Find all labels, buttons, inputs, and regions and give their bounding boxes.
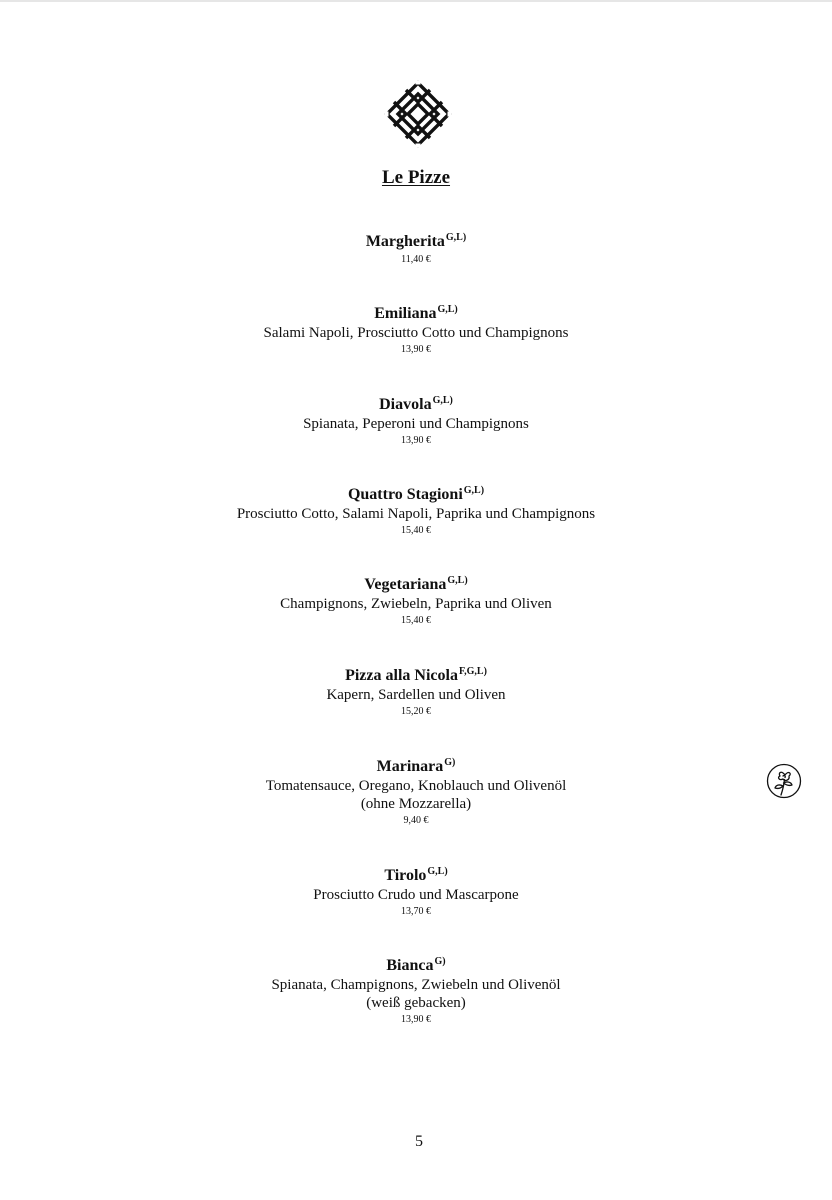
menu-item-tirolo <box>0 862 832 919</box>
item-allergens: G) <box>434 956 446 967</box>
item-price: 15,20 € <box>401 706 431 717</box>
item-name: Margherita <box>365 233 445 250</box>
menu-item-pizza-alla-nicola <box>0 662 832 719</box>
item-name: Bianca <box>386 957 434 974</box>
item-name: Pizza alla Nicola <box>345 667 458 684</box>
item-description: Spianata, Champignons, Zwiebeln und Olivenöl <box>271 977 561 993</box>
item-name-line <box>0 862 832 886</box>
item-allergens: G) <box>444 757 456 768</box>
item-name: Diavola <box>379 396 432 413</box>
item-allergens: F,G,L) <box>458 666 487 677</box>
item-description: Prosciutto Crudo und Mascarpone <box>313 887 519 903</box>
flower-stamp-icon <box>766 762 802 800</box>
item-name-line <box>0 228 832 252</box>
menu-item-emiliana <box>0 300 832 357</box>
item-price: 9,40 € <box>403 815 429 826</box>
item-name-line <box>0 753 832 777</box>
item-description: Champignons, Zwiebeln, Paprika und Oliven <box>280 596 552 612</box>
menu-item-marinara <box>0 753 832 828</box>
item-allergens: G,L) <box>427 866 448 877</box>
menu-item-quattro-stagioni <box>0 481 832 538</box>
item-name: Vegetariana <box>364 576 447 593</box>
item-name-line <box>0 571 832 595</box>
top-divider <box>0 0 832 2</box>
item-name-line <box>0 952 832 976</box>
item-allergens: G,L) <box>432 395 453 406</box>
item-price: 13,90 € <box>401 1014 431 1025</box>
item-description: Spianata, Peperoni und Champignons <box>303 416 529 432</box>
geometric-diamond-knot-icon <box>384 80 452 148</box>
item-note: (weiß gebacken) <box>366 995 466 1011</box>
item-name-line <box>0 662 832 686</box>
item-allergens: G,L) <box>447 575 468 586</box>
item-name-line <box>0 481 832 505</box>
item-name: Quattro Stagioni <box>347 486 463 503</box>
item-description: Tomatensauce, Oregano, Knoblauch und Olivenöl <box>265 778 567 794</box>
item-note: (ohne Mozzarella) <box>360 796 472 812</box>
item-allergens: G,L) <box>437 304 458 315</box>
item-allergens: G,L) <box>445 232 467 243</box>
item-name-line <box>0 391 832 415</box>
menu-item-vegetariana <box>0 571 832 628</box>
menu-item-margherita <box>0 228 832 267</box>
item-price: 11,40 € <box>401 254 431 265</box>
menu-item-diavola <box>0 391 832 448</box>
item-price: 15,40 € <box>401 525 431 536</box>
menu-item-bianca <box>0 952 832 1027</box>
item-price: 13,70 € <box>401 906 431 917</box>
item-description: Kapern, Sardellen und Oliven <box>326 687 506 703</box>
item-price: 13,90 € <box>401 435 431 446</box>
page-number: 5 <box>415 1133 423 1150</box>
item-price: 13,90 € <box>401 344 431 355</box>
item-name: Tirolo <box>384 867 427 884</box>
item-name-line <box>0 300 832 324</box>
item-allergens: G,L) <box>463 485 485 496</box>
page-title: Le Pizze <box>381 167 451 188</box>
item-name: Emiliana <box>374 305 437 322</box>
item-name: Marinara <box>376 758 444 775</box>
item-description: Salami Napoli, Prosciutto Cotto und Champignons <box>263 325 569 341</box>
item-price: 15,40 € <box>401 615 431 626</box>
item-description: Prosciutto Cotto, Salami Napoli, Paprika und Champignons <box>236 506 596 522</box>
